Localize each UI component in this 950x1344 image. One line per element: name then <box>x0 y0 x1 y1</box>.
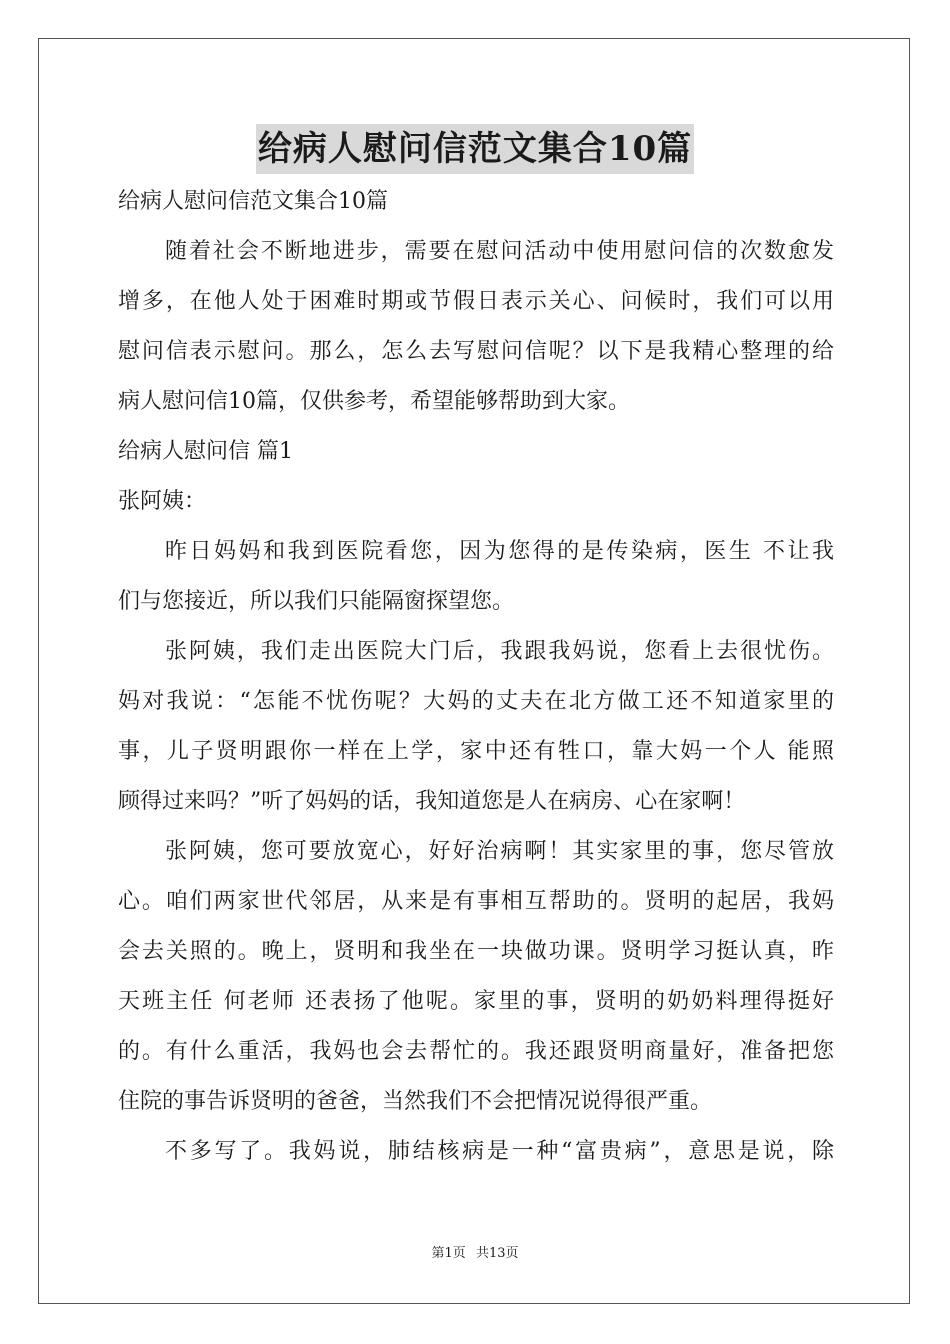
text-line: 张阿姨，您可要放宽心，好好治病啊！其实家里的事，您尽管放 <box>165 839 834 864</box>
text-line: 张阿姨，我们走出医院大门后，我跟我妈说，您看上去很忧伤。 <box>165 639 834 664</box>
text-line: 随着社会不断地进步，需要在慰问活动中使用慰问信的次数愈发 <box>165 239 834 264</box>
page-title: 给病人慰问信范文集合10篇 <box>256 124 694 174</box>
text-line: 顾得过来吗？”听了妈妈的话，我知道您是人在病房、心在家啊！ <box>118 789 746 814</box>
text-line: 事，儿子贤明跟你一样在上学，家中还有牲口，靠大妈一个人 能照 <box>118 739 834 764</box>
text-line: 妈对我说：“怎能不忧伤呢？大妈的丈夫在北方做工还不知道家里的 <box>118 689 834 714</box>
text-line: 不多写了。我妈说，肺结核病是一种“富贵病”，意思是说，除 <box>165 1139 834 1164</box>
text-line: 给病人慰问信范文集合10篇 <box>118 189 388 214</box>
text-line: 们与您接近，所以我们只能隔窗探望您。 <box>118 589 515 614</box>
page-footer <box>0 1244 950 1264</box>
text-line: 张阿姨： <box>118 489 207 514</box>
text-line: 心。咱们两家世代邻居，从来是有事相互帮助的。贤明的起居，我妈 <box>118 889 834 914</box>
text-line: 昨日妈妈和我到医院看您，因为您得的是传染病，医生 不让我 <box>165 539 834 564</box>
document-body <box>118 177 834 1177</box>
text-line: 给病人慰问信 篇1 <box>118 439 293 464</box>
page-number: 第1页 <box>431 1246 466 1261</box>
text-line: 病人慰问信10篇，仅供参考，希望能够帮助到大家。 <box>118 389 630 414</box>
text-line: 的。有什么重活，我妈也会去帮忙的。我还跟贤明商量好，准备把您 <box>118 1039 834 1064</box>
text-line: 增多，在他人处于困难时期或节假日表示关心、问候时，我们可以用 <box>118 289 834 314</box>
text-line: 慰问信表示慰问。那么，怎么去写慰问信呢？以下是我精心整理的给 <box>118 339 834 364</box>
text-line: 住院的事告诉贤明的爸爸，当然我们不会把情况说得很严重。 <box>118 1089 713 1114</box>
text-line: 天班主任 何老师 还表扬了他呢。家里的事，贤明的奶奶料理得挺好 <box>118 989 834 1014</box>
page-total: 共13页 <box>475 1246 519 1261</box>
title-container <box>0 124 950 174</box>
text-line: 会去关照的。晚上，贤明和我坐在一块做功课。贤明学习挺认真，昨 <box>118 939 834 964</box>
